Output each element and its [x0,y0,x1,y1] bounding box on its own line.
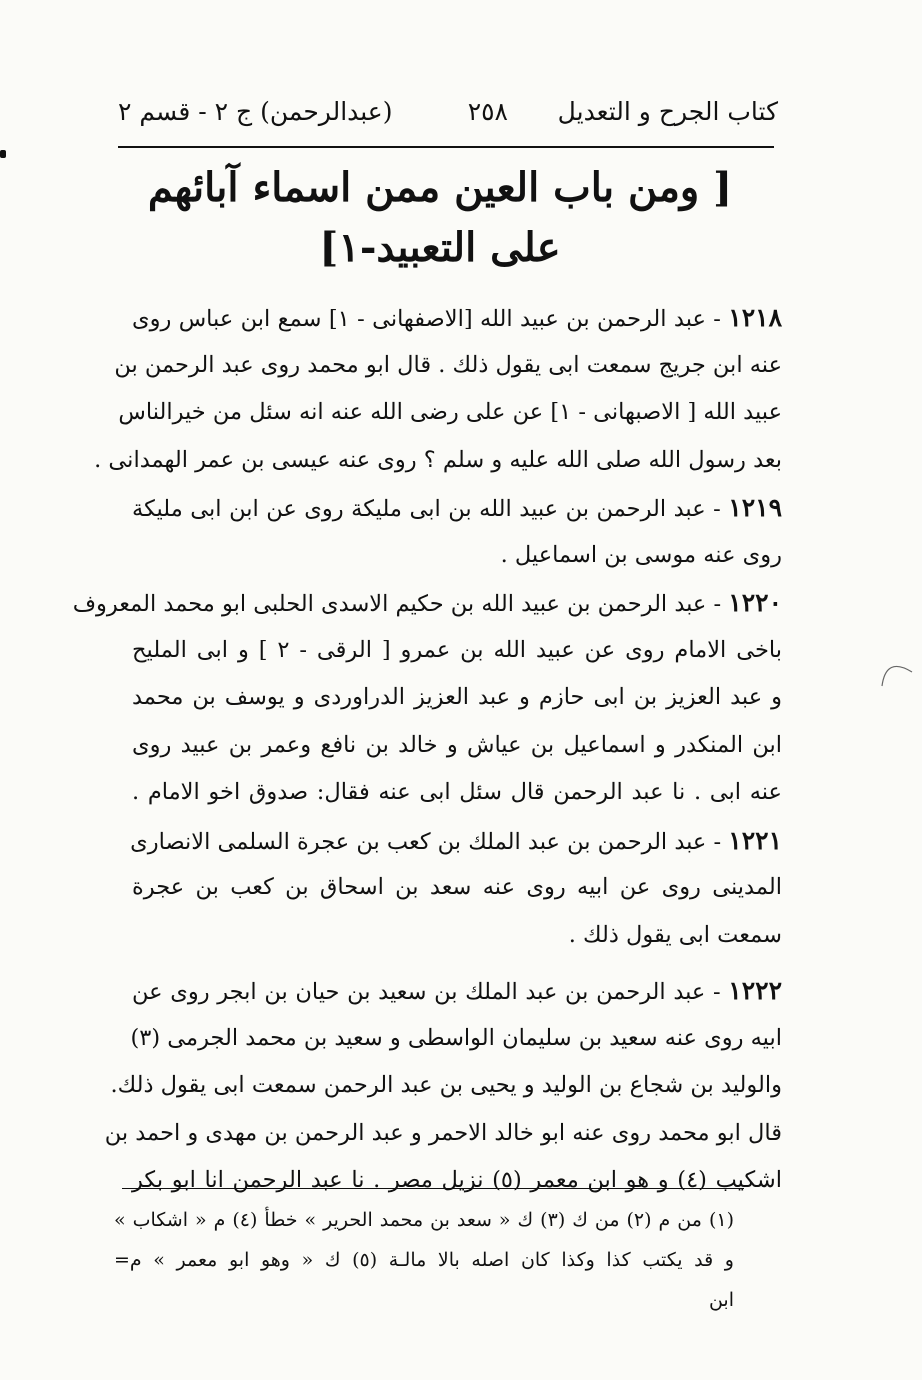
text-line [132,1015,782,1063]
entry-number: ١٢٢١ [728,825,782,855]
line-text: عبيد الله [ الاصبهانى - ١] عن على رضى الله عنه انه سئل من خيرالناس [118,399,782,425]
line-text: اشكيب (٤) و هو ابن معمر (٥) نزيل مصر . نا عبد الرحمن انا ابو بكر [132,1167,782,1193]
line-text: - عبد الرحمن بن عبد الملك بن سعيد بن حيان بن ابجر روى عن [132,979,721,1005]
header-rule [118,146,774,148]
line-text: ابن المنكدر و اسماعيل بن عياش و خالد بن نافع وعمر بن عبيد روى [132,731,782,758]
line-text: - عبد الرحمن بن عبد الملك بن كعب بن عجرة السلمى الانصارى [130,828,722,855]
chapter-title-line2: على التعبيد-١] [319,224,561,271]
text-line [132,1157,782,1205]
margin-pencil-mark [878,650,918,690]
footnote-rule [122,1188,744,1189]
line-text: روى عنه موسى بن اسماعيل . [500,541,782,568]
footnote-line: ابن [708,1289,734,1311]
line-text: والوليد بن شجاع بن الوليد و يحيى بن عبد الرحمن سمعت ابى يقول ذلك. [110,1072,782,1098]
text-line [132,769,782,817]
entry-gap [132,959,782,967]
footnotes [114,1200,734,1320]
entry-number: ١٢٢٢ [728,976,783,1005]
chapter-title-line1: [ ومن باب العين ممن اسماء آبائهم [147,164,733,211]
entry-number: ١٢١٨ [728,303,782,332]
line-text: عنه ابى . نا عبد الرحمن قال سئل ابى عنه فقال: صدوق اخو الامام . [132,779,782,805]
text-line [132,722,782,770]
line-text: - عبد الرحمن بن عبيد الله بن حكيم الاسدى الحلبى ابو محمد المعروف [72,591,722,617]
line-text: المدينى روى عن ابيه روى عنه سعد بن اسحاق بن كعب بن عجرة [132,874,782,900]
entry-number: ١٢٢٠ [728,588,782,617]
footnote-line: و قد يكتب كذا وكذا كان اصله بالا مالـة (٥) ك « وهو ابو معمر » م= [114,1249,734,1271]
line-text: - عبد الرحمن بن عبيد الله بن ابى مليكة روى عن ابن ابى مليكة [132,496,721,522]
entry-number: ١٢١٩ [728,493,783,522]
text-line [132,912,782,960]
line-text: و عبد العزيز بن ابى حازم و عبد العزيز الدراوردى و يوسف بن محمد [132,684,782,710]
text-line [132,294,782,342]
text-line [132,627,782,675]
running-head [118,92,778,132]
text-line [132,484,782,532]
section-label: (عبدالرحمن) ج ٢ - قسم ٢ [118,97,393,126]
line-text: عنه ابن جريج سمعت ابى يقول ذلك . قال ابو محمد روى عبد الرحمن بن [114,351,782,378]
text-line [118,389,782,437]
line-text: قال ابو محمد روى عنه ابو خالد الاحمر و عبد الرحمن بن مهدى و احمد بن [104,1119,782,1146]
text-line [94,437,782,485]
text-line [132,967,782,1015]
text-line [132,532,782,580]
line-text: سمعت ابى يقول ذلك . [568,921,782,948]
body-text [72,294,783,1205]
page-number: ٢٥٨ [467,97,508,126]
line-text: بعد رسول الله صلى الله عليه و سلم ؟ روى عنه عيسى بن عمر الهمدانى . [94,446,782,473]
footnote-line: (١) من م (٢) من ك (٣) ك « سعد بن محمد الحرير » خطأ (٤) م « اشكاب » [114,1209,734,1231]
text-line [72,579,782,627]
text-line [114,342,782,390]
text-line [110,1062,782,1110]
text-line [132,817,782,865]
line-text: ابيه روى عنه سعيد بن سليمان الواسطى و سعيد بن محمد الجرمى (٣) [130,1024,782,1051]
line-text: - عبد الرحمن بن عبيد الله [الاصفهانى - ١] سمع ابن عباس روى [132,306,721,332]
text-line [132,674,782,722]
line-text: باخى الامام روى عن عبيد الله بن عمرو [ الرقى - ٢ ] و ابى المليح [132,636,782,663]
margin-ink-dot [0,150,6,158]
text-line [104,1110,782,1158]
text-line [132,864,782,912]
book-title: كتاب الجرح و التعديل [557,97,778,126]
